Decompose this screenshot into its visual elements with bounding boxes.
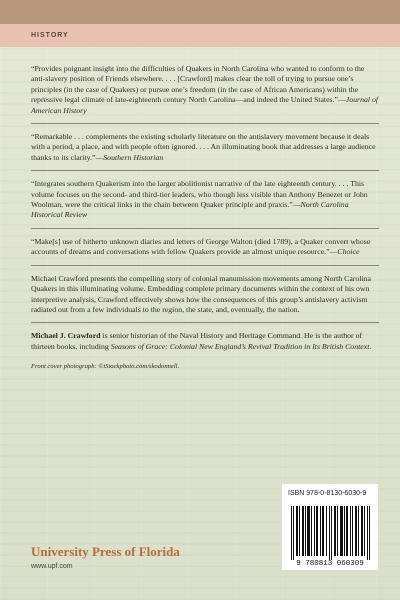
divider xyxy=(31,228,379,229)
blurb-text: “Provides poignant insight into the difficulties of Quakers in North Carolina who wanted to conform to the anti-slavery position of Friends elsewhere. . . . [Crawford] makes clear the toll of trying to pursue one’s principles (in the case of Quakers) or pursue one’s freedom (in the case of African Americans) within the repressive legal climate of late-eighteenth century North Carolina—and indeed the United States.”— xyxy=(31,64,365,105)
cover-photo-credit: Front cover photograph: ©iStockphoto.com/skodonnell. xyxy=(31,363,180,371)
blurb-source: Choice xyxy=(337,247,360,257)
author-bio-text: is senior historian of the Naval History and Heritage Command. He is the author of thirteen books, including xyxy=(31,331,363,351)
blurb-2 xyxy=(31,132,379,163)
author-bio xyxy=(31,331,379,352)
isbn-number: ISBN 978-0-8130-6030-9 xyxy=(288,490,367,497)
blurb-3 xyxy=(31,179,379,221)
divider xyxy=(31,123,379,124)
divider xyxy=(31,322,379,323)
category-band xyxy=(0,24,400,47)
barcode-digits: 9 780813 060309 xyxy=(296,560,364,568)
blurb-source: Southern Historian xyxy=(103,152,164,162)
barcode-graphic xyxy=(290,506,372,560)
book-description: Michael Crawford presents the compelling story of colonial manumission movements among North Carolina Quakers in this illuminating volume. Embedding complete primary documents within the context of his own interpretive analysis, Crawford effectively shows how the consequences of this group’s antislavery activism radiated out from a few individuals to the region, the state, and, eventually, the nation. xyxy=(31,273,371,314)
author-book-title: Seasons of Grace: Colonial New England’s Revival Tradition in Its British Context xyxy=(110,341,370,351)
isbn-barcode-box xyxy=(282,484,378,570)
blurb-text: “Integrates southern Quakerism into the larger abolitionist narrative of the late eighteenth century. . . . This volume focuses on the second- and third-tier leaders, who though less visible than Anthony Benezet or John Woolman, were the critical links in the chain between Quaker principle and praxis.”— xyxy=(31,179,368,210)
blurb-text: “Make[s] use of hitherto unknown diaries and letters of George Walton (died 1789), a Quaker convert whose accounts of dreams and conversations with fellow Quakers provide an almost unique resource.”— xyxy=(31,236,371,257)
author-name: Michael J. Crawford xyxy=(31,331,101,341)
blurb-4 xyxy=(31,237,379,258)
back-cover-text xyxy=(31,64,379,373)
divider xyxy=(31,265,379,266)
author-bio-end: . xyxy=(369,341,372,351)
publisher-url: www.upf.com xyxy=(31,563,73,570)
divider xyxy=(31,170,379,171)
blurb-text: “Remarkable . . . complements the existing scholarly literature on the antislavery movement because it deals with a period, a place, and with people often ignored. . . . An illuminating book that addresses a large audience thanks to its clarity.”— xyxy=(31,132,376,162)
blurb-source: North Carolina Historical Review xyxy=(31,200,349,220)
category-label: HISTORY xyxy=(31,32,69,39)
top-color-band xyxy=(0,0,400,24)
publisher-name: University Press of Florida xyxy=(31,544,180,559)
blurb-1 xyxy=(31,64,379,116)
blurb-source: Journal of American History xyxy=(31,95,379,115)
